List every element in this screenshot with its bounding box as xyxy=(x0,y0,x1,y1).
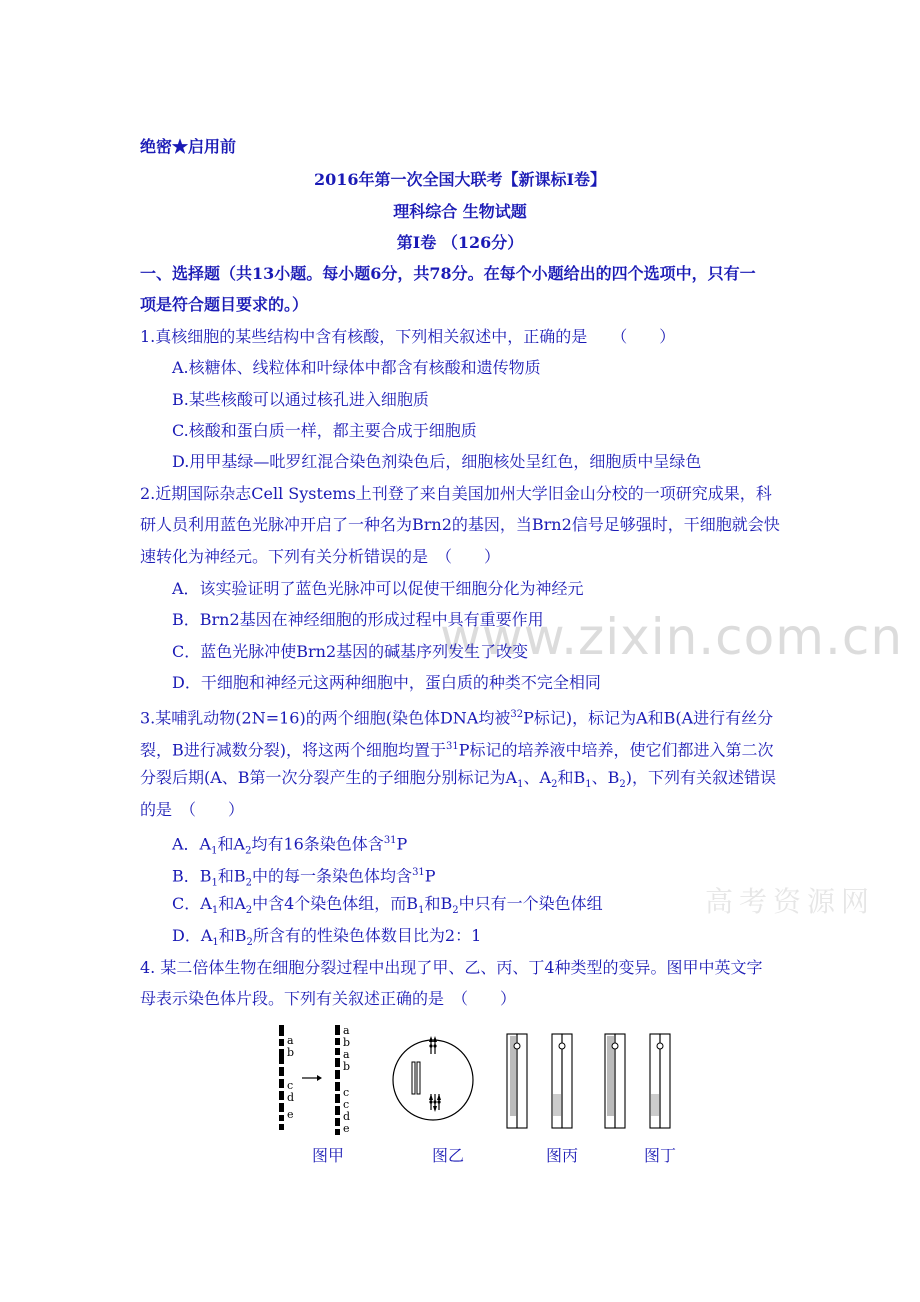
jia-letter-e: e xyxy=(287,1108,294,1121)
section-instructions-line2: 项是符合题目要求的。） xyxy=(140,295,309,314)
jia-letter-b: b xyxy=(287,1046,295,1059)
volume-heading: 第Ⅰ卷 （126分） xyxy=(396,233,524,252)
question-4-stem-line1: 4. 某二倍体生物在细胞分裂过程中出现了甲、乙、丙、丁4种类型的变异。图甲中英文字 xyxy=(140,958,763,977)
question-1-option-d: D.用甲基绿—吡罗红混合染色剂染色后，细胞核处呈红色，细胞质中呈绿色 xyxy=(172,452,702,471)
jia2-letter-a: a xyxy=(343,1024,350,1037)
question-2-stem-line1: 2.近期国际杂志Cell Systems上刊登了来自美国加州大学旧金山分校的一项研究成果，科 xyxy=(140,484,772,503)
question-2-option-c: C．蓝色光脉冲使Brn2基因的碱基序列发生了改变 xyxy=(172,642,529,661)
jia-letter-c: c xyxy=(287,1079,294,1092)
question-2-option-a: A．该实验证明了蓝色光脉冲可以促使干细胞分化为神经元 xyxy=(172,579,584,598)
jia-letter-d: d xyxy=(287,1091,295,1104)
question-1-option-b: B.某些核酸可以通过核孔进入细胞质 xyxy=(172,390,429,409)
jia-letter-a: a xyxy=(287,1034,294,1047)
question-3-stem-line3: 分裂后期(A、B第一次分裂产生的子细胞分别标记为$A_1$、$A_2$和$B_1$、$B_2$)，下列有关叙述错误 xyxy=(140,768,776,791)
question-2-stem-line3: 速转化为神经元。下列有关分析错误的是 （ ） xyxy=(140,547,501,566)
question-2-option-d: D．干细胞和神经元这两种细胞中，蛋白质的种类不完全相同 xyxy=(172,673,601,692)
jia2-letter-e: e xyxy=(343,1122,350,1135)
figure-caption-jia: 图甲 xyxy=(312,1146,345,1165)
question-3-stem-line4: 的是 （ ） xyxy=(140,800,245,819)
figure-jia-chromosome-after xyxy=(335,1024,350,1135)
figure-ding-chromosomes xyxy=(605,1034,670,1128)
jia2-letter-a2: a xyxy=(343,1048,350,1061)
jia-arrow xyxy=(302,1075,322,1081)
jia2-letter-d: d xyxy=(343,1110,351,1123)
question-3-stem-line2: 裂，B进行减数分裂)，将这两个细胞均置于$^{31}$P标记的培养液中培养，使它们都进入第二次 xyxy=(140,740,774,760)
jia2-letter-c2: c xyxy=(343,1098,350,1111)
jia2-letter-c: c xyxy=(343,1086,350,1099)
question-3-option-a: A．$A_1$和$A_2$均有16条染色体含$^{31}$P xyxy=(172,834,408,857)
figure-caption-bing: 图丙 xyxy=(546,1146,579,1165)
question-3-stem-line1: 3.某哺乳动物(2N=16)的两个细胞(染色体DNA均被$^{32}$P标记)，标记为A和B(A进行有丝分 xyxy=(140,708,774,728)
exam-title: 2016年第一次全国大联考【新课标Ⅰ卷】 xyxy=(313,170,607,189)
question-1-option-a: A.核糖体、线粒体和叶绿体中都含有核酸和遗传物质 xyxy=(172,358,541,377)
site-watermark: www.zixin.com.cn xyxy=(440,608,904,666)
question-4-stem-line2: 母表示染色体片段。下列有关叙述正确的是 （ ） xyxy=(140,989,517,1008)
question-1-stem: 1.真核细胞的某些结构中含有核酸，下列相关叙述中，正确的是 （ ） xyxy=(140,327,676,346)
question-1-option-c: C.核酸和蛋白质一样，都主要合成于细胞质 xyxy=(172,421,477,440)
question-2-stem-line2: 研人员利用蓝色光脉冲开启了一种名为Brn2的基因，当Brn2信号足够强时，干细胞就会快 xyxy=(140,515,780,534)
figure-caption-ding: 图丁 xyxy=(644,1146,677,1165)
figure-caption-yi: 图乙 xyxy=(432,1146,465,1165)
brand-watermark: 高考资源网 xyxy=(705,885,876,918)
figure-bing-chromosomes xyxy=(507,1034,572,1128)
jia2-letter-b2: b xyxy=(343,1060,351,1073)
question-3-option-c: C．$A_1$和$A_2$中含4个染色体组，而$B_1$和$B_2$中只有一个染色体组 xyxy=(172,894,603,917)
question-3-option-d: D．$A_1$和$B_2$所含有的性染色体数目比为2：1 xyxy=(172,926,482,949)
secret-label: 绝密★启用前 xyxy=(140,137,237,156)
jia2-letter-b: b xyxy=(343,1036,351,1049)
question-2-option-b: B．Brn2基因在神经细胞的形成过程中具有重要作用 xyxy=(172,610,544,629)
exam-subtitle: 理科综合 生物试题 xyxy=(393,202,527,221)
figure-jia-chromosome-before xyxy=(279,1025,294,1130)
section-instructions-line1: 一、选择题（共13小题。每小题6分，共78分。在每个小题给出的四个选项中，只有一 xyxy=(140,264,756,283)
figure-yi-cell xyxy=(393,1036,473,1120)
question-3-option-b: B．$B_1$和$B_2$中的每一条染色体均含$^{31}$P xyxy=(172,866,436,889)
